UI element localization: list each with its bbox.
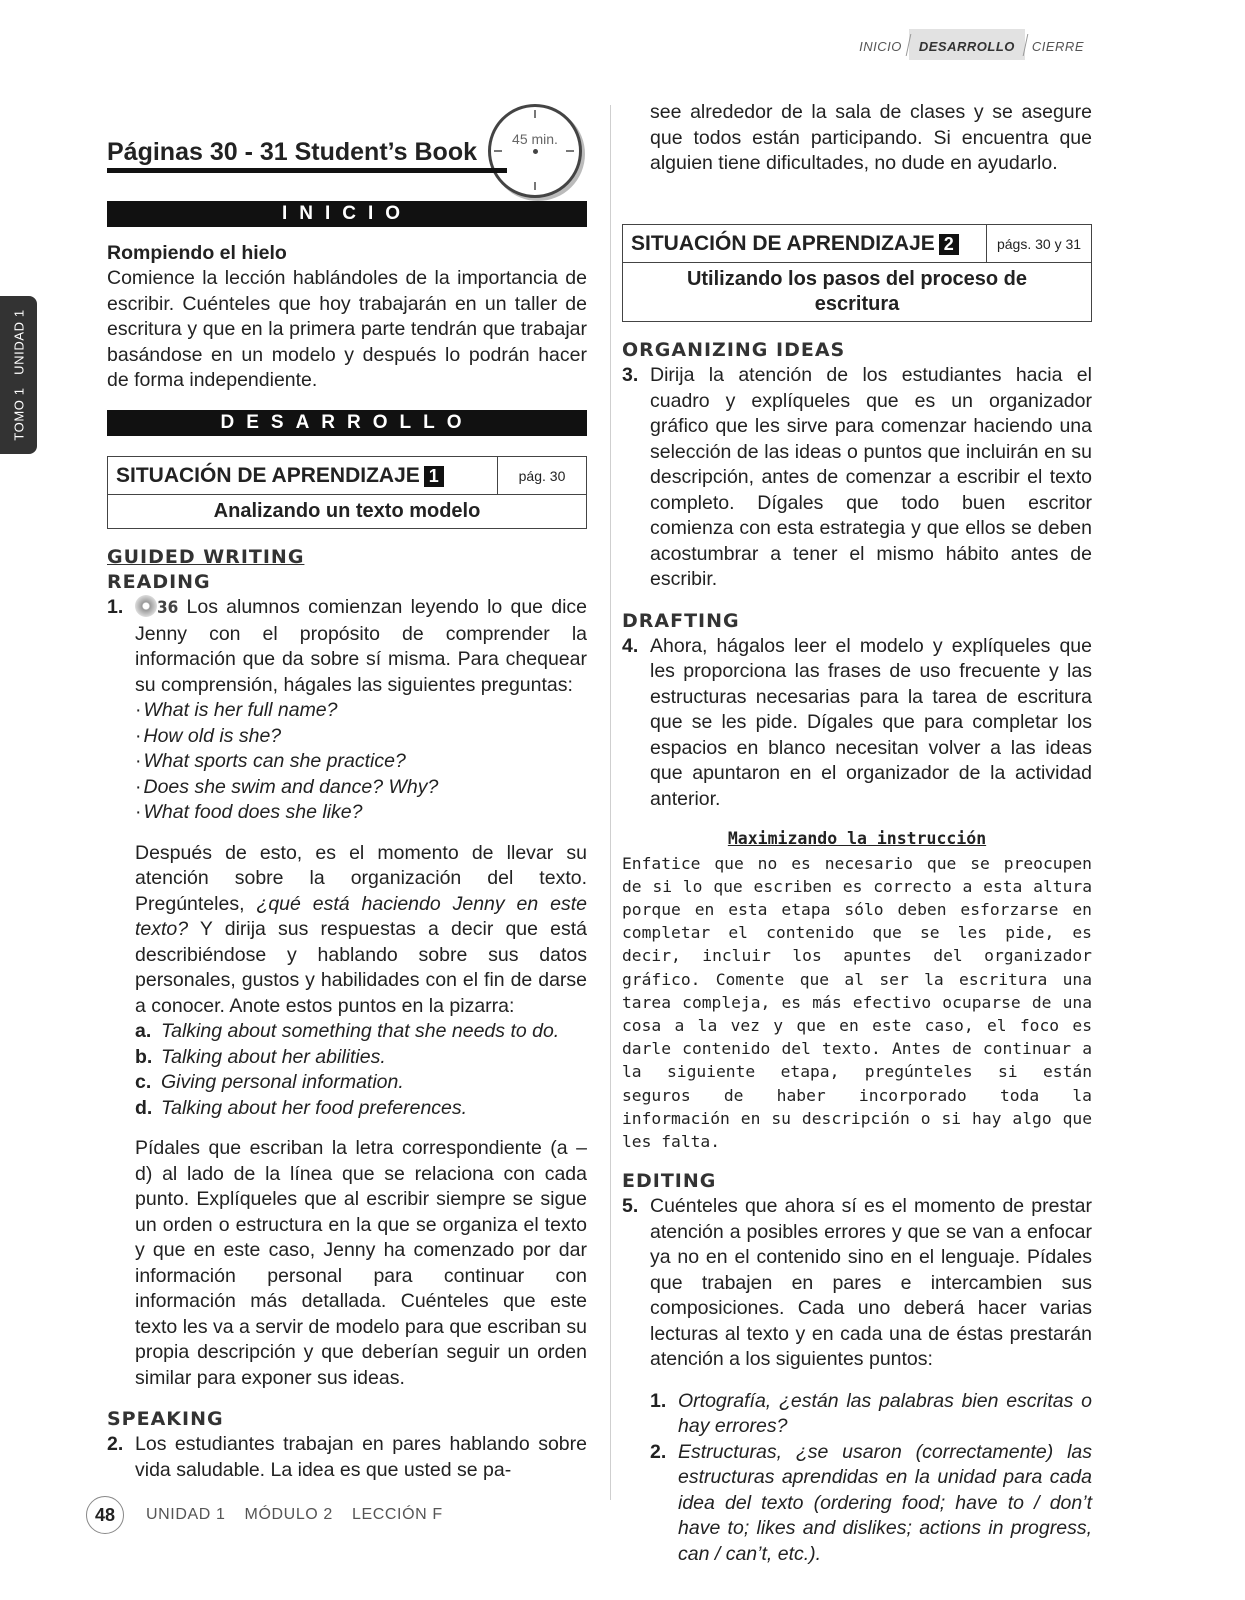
list-item-3 (622, 363, 1092, 593)
situation-box-2 (622, 224, 1092, 323)
point-item (135, 1019, 587, 1045)
paragraph-model: Pídales que escriban la letra correspondiente (a – d) al lado de la línea que se relaciona con cada punto. Explíqueles que al escribir siempre se sigue un orden o estructura en la que se organiza el texto y que en este caso, Jenny ha comenzado por dar información personal para continuar con información más detallada. Cuénteles que este texto les va a servir de modelo para que escriban su propia descripción y que deberían seguir un orden similar para exponer sus ideas. (135, 1137, 587, 1389)
continued-text: see alrededor de la sala de clases y se asegure que todos están participando. Si encuentra que alguien tiene dificultades, no dude en ayudarlo. (650, 101, 1092, 174)
item5-body: Cuénteles que ahora sí es el momento de prestar atención a posibles errores y que se van a enfocar ya no en el contenido sino en el lenguaje. Pídales que trabajen en pares e intercambien sus composiciones. Cada uno deberá hacer varias lecturas al texto y en cada una de éstas prestarán atención a los siguientes puntos: (650, 1195, 1092, 1371)
sub-item-text: Ortografía, ¿están las palabras bien escritas o hay errores? (678, 1389, 1092, 1438)
page-footer (86, 1496, 457, 1534)
sub-item-number: 1. (650, 1389, 667, 1412)
rompiendo-text: Comience la lección hablándoles de la importancia de escribir. Cuénteles que hoy trabajarán en un taller de escritura y que en la primera parte tendrán que trabajar basándose en un modelo y después lo podrán hacer de forma independiente. (107, 267, 587, 391)
audio-track-number: 36 (157, 598, 179, 618)
item1-body: Los alumnos comienzan leyendo lo que dice Jenny con el propósito de comprender la información que da sobre sí misma. Para chequear su comprensión, hágales las siguientes preguntas: (135, 596, 588, 696)
question-item: · What is her full name? (135, 698, 587, 724)
sub-list (650, 1389, 1092, 1568)
situation-label: SITUACIÓN DE APRENDIZAJE (116, 463, 420, 487)
item-text: Dirija la atención de los estudiantes hacia el cuadro y explíqueles que es un organizador gráfico que les sirve para comenzar haciendo una selección de las ideas o puntos que incluirán en su descripción, antes de comenzar a escribir el texto completo. Dígales que todo buen escritor comienza con esta estrategia y que ellos se deben acostumbrar a tener el mismo hábito antes de escribir. (650, 364, 1092, 590)
para2-question: ¿qué está haciendo Jenny en este texto? (135, 892, 587, 940)
question-list (135, 698, 587, 826)
heading-reading: READING (107, 571, 211, 593)
right-column (622, 100, 1092, 1567)
clock-label: 45 min. (512, 131, 558, 147)
point-text: Talking about her abilities. (161, 1045, 386, 1068)
nav-desarrollo: DESARROLLO (909, 29, 1025, 60)
nav-cierre: CIERRE (1031, 39, 1084, 54)
point-item (135, 1070, 587, 1096)
item-number: 4. (622, 634, 639, 657)
item-text: Los estudiantes trabajan en pares hablando sobre vida saludable. La idea es que usted se pa- (135, 1433, 587, 1481)
situation-title (623, 225, 987, 263)
sub-list-item (650, 1389, 1092, 1440)
situation-number: 2 (939, 234, 959, 255)
point-text: Talking about something that she needs to do. (161, 1020, 560, 1042)
point-letter: d. (135, 1096, 153, 1119)
item-number: 5. (622, 1195, 639, 1218)
point-text: Giving personal information. (161, 1071, 404, 1093)
list-item-4 (622, 634, 1092, 813)
list-item-1 (107, 595, 587, 1391)
footer-label (146, 1506, 457, 1524)
item-text: Ahora, hágalos leer el modelo y explíqueles que les proporciona las frases de uso frecuente y las estructuras necesarias para la tarea de escritura que se les pide. Dígales que para completar los espacios en blanco necesitan volver a las ideas que apuntaron en el organizador de la actividad anterior. (650, 634, 1092, 810)
situation-title (108, 457, 498, 495)
item-number: 1. (107, 596, 124, 618)
nav-inicio: INICIO (859, 39, 902, 54)
para2-a: Después de esto, es el momento de llevar su atención sobre la organización del texto. Pregúnteles, (135, 841, 587, 915)
question-item: · What food does she like? (135, 800, 587, 826)
footer-unidad: UNIDAD 1 (146, 1506, 226, 1523)
section-bar-desarrollo: DESARROLLO (107, 410, 587, 436)
point-text: Talking about her food preferences. (161, 1096, 468, 1119)
question-item: · Does she swim and dance? Why? (135, 775, 587, 801)
situation-number: 1 (424, 466, 444, 487)
question-item: · What sports can she practice? (135, 749, 587, 775)
para2-b: Y dirija sus respuestas a decir que está describiéndose y hablando sobre sus datos personales, gustos y habilidades con el fin de darse a conocer. Anote estos puntos en la pizarra: (135, 918, 587, 1017)
situation-label: SITUACIÓN DE APRENDIZAJE (631, 231, 935, 255)
heading-drafting: DRAFTING (622, 609, 740, 632)
item-text (135, 595, 587, 1391)
point-item (135, 1045, 587, 1071)
points-list (135, 1019, 587, 1121)
heading-organizing-ideas: ORGANIZING IDEAS (622, 339, 846, 361)
list-item-2 (107, 1432, 587, 1483)
list-item-5 (622, 1194, 1092, 1567)
rompiendo-title: Rompiendo el hielo (107, 241, 287, 264)
situation-page-ref: págs. 30 y 31 (996, 235, 1082, 252)
heading-guided-writing: GUIDED WRITING (107, 546, 305, 568)
item-number: 2. (107, 1433, 124, 1455)
footer-modulo: MÓDULO 2 (244, 1506, 333, 1523)
side-tab (0, 296, 37, 454)
section-bar-inicio: INICIO (107, 201, 587, 227)
situation-box-1 (107, 456, 587, 530)
maximizando-title: Maximizando la instrucción (727, 829, 987, 848)
sub-item-number: 2. (650, 1440, 667, 1463)
point-item (135, 1096, 587, 1122)
page-number: 48 (86, 1496, 124, 1534)
page-title: Páginas 30 - 31 Student’s Book (107, 140, 507, 173)
situation-subtitle: Analizando un texto modelo (213, 500, 481, 522)
sub-item-text: Estructuras, ¿se usaron (correctamente) las estructuras aprendidas en la unidad para cada idea del texto (ordering food; have to / don’t have to; likes and dislikes; actions in progress, can / can’t, etc.). (678, 1440, 1092, 1565)
heading-speaking: SPEAKING (107, 1408, 224, 1430)
question-item: · How old is she? (135, 724, 587, 750)
item-text (650, 1194, 1092, 1567)
sub-list-item (650, 1440, 1092, 1568)
item-number: 3. (622, 364, 639, 386)
situation-page-ref: pág. 30 (518, 467, 566, 484)
left-column (107, 100, 587, 1483)
footer-leccion: LECCIÓN F (351, 1506, 443, 1523)
point-letter: a. (135, 1020, 152, 1042)
stage-nav (853, 26, 1090, 60)
heading-editing: EDITING (622, 1170, 717, 1193)
audio-cd-icon (135, 595, 157, 617)
situation-subtitle: Utilizando los pasos del proceso de escritura (686, 268, 1028, 315)
column-divider (610, 105, 611, 1500)
maximizando-text: Enfatice que no es necesario que se preocupen de si lo que escriben es correcto a esta altura porque en esta etapa sólo deben esforzarse en completar el contenido que se les pide, es decir, incluir los apuntes del organizador gráfico. Comente que al ser la escritura una tarea compleja, es más efectivo ocuparse de una cosa a la vez y que en este caso, el foco es darle contenido del texto. Antes de continuar a la siguiente etapa, pregúnteles si están seguros de haber incorporado toda la información en su descripción o si hay algo que les falta. (622, 853, 1092, 1151)
paragraph-organization (135, 841, 587, 1020)
point-letter: b. (135, 1045, 153, 1068)
side-tab-label: TOMO 1 UNIDAD 1 (11, 309, 26, 441)
point-letter: c. (135, 1071, 152, 1093)
